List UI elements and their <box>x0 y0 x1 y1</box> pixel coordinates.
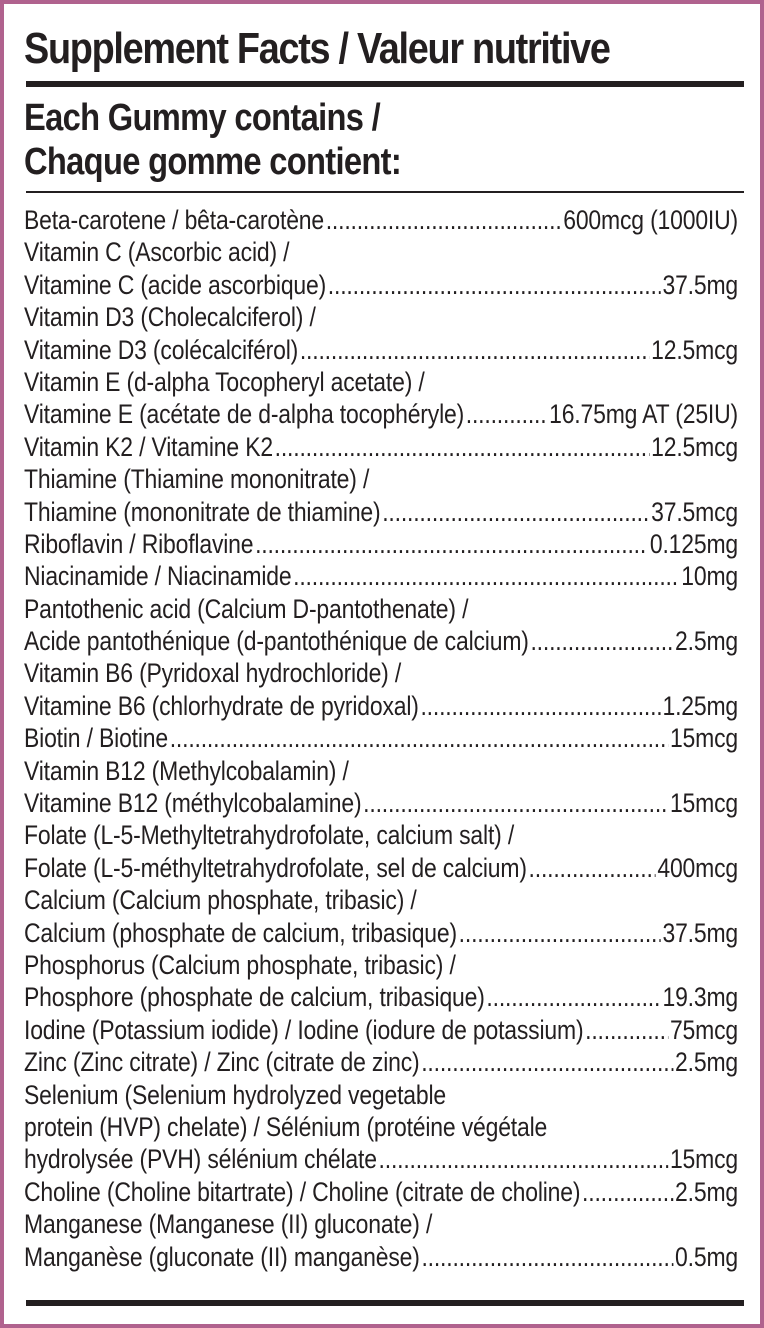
dot-leader <box>255 528 648 560</box>
nutrient-label: Vitamine C (acide ascorbique) <box>24 269 327 300</box>
nutrient-label: Choline (Choline bitartrate) / Choline (citrate de choline) <box>24 1176 581 1207</box>
nutrient-amount: 12.5mcg <box>651 431 738 462</box>
dot-leader <box>328 269 661 301</box>
nutrient-row <box>24 852 738 884</box>
nutrient-label: Biotin / Biotine <box>24 723 168 754</box>
nutrient-label: Vitamine D3 (colécalciférol) <box>24 334 299 365</box>
dot-leader <box>421 1241 673 1273</box>
nutrient-row <box>24 560 738 592</box>
nutrient-label: Vitamin B6 (Pyridoxal hydrochloride) / <box>24 658 402 689</box>
dot-leader <box>582 1176 673 1208</box>
nutrient-amount: 37.5mg <box>662 917 738 948</box>
nutrient-row <box>24 269 738 301</box>
dot-leader <box>170 722 669 754</box>
nutrient-label: Niacinamide / Niacinamide <box>24 561 292 592</box>
nutrient-label: Acide pantothénique (d-pantothénique de calcium) <box>24 626 529 657</box>
nutrient-label: Vitamine E (acétate de d-alpha tocophéryle) <box>24 399 465 430</box>
nutrient-label: Thiamine (Thiamine mononitrate) / <box>24 464 370 495</box>
nutrient-amount: 75mcg <box>669 1014 738 1045</box>
nutrient-amount: 400mcg <box>657 852 738 883</box>
nutrient-row <box>24 1208 738 1240</box>
nutrient-row <box>24 787 738 819</box>
nutrient-amount: 12.5mcg <box>651 334 738 365</box>
nutrient-row <box>24 819 738 851</box>
nutrient-row <box>24 1046 738 1078</box>
dot-leader <box>275 431 650 463</box>
nutrient-row <box>24 657 738 689</box>
nutrient-row <box>24 1079 738 1111</box>
nutrient-amount: 0.125mg <box>649 528 738 559</box>
nutrient-row <box>24 528 738 560</box>
nutrient-row <box>24 431 738 463</box>
dot-leader <box>466 398 548 430</box>
nutrient-row <box>24 593 738 625</box>
nutrient-label: Phosphorus (Calcium phosphate, tribasic) / <box>24 949 456 980</box>
nutrient-row <box>24 334 738 366</box>
nutrient-label: Vitamine B6 (chlorhydrate de pyridoxal) <box>24 690 419 721</box>
nutrient-label: Phosphore (phosphate de calcium, tribasique) <box>24 982 485 1013</box>
nutrient-label: Beta-carotene / bêta-carotène <box>24 205 324 235</box>
nutrient-amount: 15mcg <box>669 1144 738 1175</box>
nutrient-label: Manganèse (gluconate (II) manganèse) <box>24 1241 420 1272</box>
nutrient-row <box>24 690 738 722</box>
nutrient-label: Thiamine (mononitrate de thiamine) <box>24 496 381 527</box>
nutrient-row <box>24 1014 738 1046</box>
nutrient-row <box>24 1111 738 1143</box>
dot-leader <box>363 787 668 819</box>
nutrient-amount: 2.5mg <box>675 1176 738 1207</box>
nutrient-list <box>24 204 738 1273</box>
dot-leader <box>326 204 562 236</box>
nutrient-row <box>24 755 738 787</box>
nutrient-row <box>24 1143 738 1175</box>
nutrient-row <box>24 1176 738 1208</box>
nutrient-label: Calcium (phosphate de calcium, tribasique) <box>24 917 457 948</box>
nutrient-amount: 2.5mg <box>675 1047 738 1078</box>
dot-leader <box>382 496 649 528</box>
serving-heading-english: Each Gummy contains / <box>24 97 381 139</box>
nutrient-label: Vitamin K2 / Vitamine K2 <box>24 431 273 462</box>
nutrient-label: Riboflavin / Riboflavine <box>24 528 254 559</box>
nutrient-row <box>24 398 738 430</box>
dot-leader <box>379 1143 669 1175</box>
panel-title: Supplement Facts / Valeur nutritive <box>24 24 610 73</box>
nutrient-row <box>24 917 738 949</box>
nutrient-amount: 15mcg <box>669 788 738 819</box>
nutrient-row <box>24 722 738 754</box>
nutrient-row <box>24 301 738 333</box>
nutrient-label: Zinc (Zinc citrate) / Zinc (citrate de zinc) <box>24 1047 420 1078</box>
nutrient-label: protein (HVP) chelate) / Sélénium (protéine végétale <box>24 1111 548 1142</box>
dot-leader <box>293 560 679 592</box>
nutrient-label: hydrolysée (PVH) sélénium chélate <box>24 1144 377 1175</box>
dot-leader <box>300 334 650 366</box>
dot-leader <box>585 1014 668 1046</box>
nutrient-row <box>24 949 738 981</box>
nutrient-label: Folate (L-5-Methyltetrahydrofolate, calcium salt) / <box>24 820 515 851</box>
nutrient-label: Vitamin E (d-alpha Tocopheryl acetate) / <box>24 366 425 397</box>
dot-leader <box>421 1046 673 1078</box>
nutrient-label: Vitamin B12 (Methylcobalamin) / <box>24 755 349 786</box>
nutrient-amount: 0.5mg <box>675 1241 738 1272</box>
nutrient-row <box>24 496 738 528</box>
nutrient-row <box>24 236 738 268</box>
serving-heading-french: Chaque gomme contient: <box>24 141 402 183</box>
dot-leader <box>420 690 660 722</box>
nutrient-row <box>24 625 738 657</box>
nutrient-amount: 16.75mg AT (25IU) <box>549 399 738 430</box>
dot-leader <box>529 852 656 884</box>
bottom-divider <box>26 1300 744 1306</box>
nutrient-label: Vitamin C (Ascorbic acid) / <box>24 237 290 268</box>
nutrient-amount: 19.3mg <box>662 982 738 1013</box>
dot-leader <box>486 981 660 1013</box>
nutrient-row <box>24 366 738 398</box>
nutrient-amount: 600mcg (1000IU) <box>563 205 738 235</box>
nutrient-label: Selenium (Selenium hydrolyzed vegetable <box>24 1079 447 1110</box>
nutrient-amount: 37.5mg <box>662 269 738 300</box>
nutrient-label: Iodine (Potassium iodide) / Iodine (iodure de potassium) <box>24 1014 584 1045</box>
nutrient-label: Manganese (Manganese (II) gluconate) / <box>24 1209 433 1240</box>
nutrient-row <box>24 1241 738 1273</box>
nutrient-row <box>24 463 738 495</box>
top-divider <box>26 81 744 87</box>
nutrient-amount: 2.5mg <box>675 626 738 657</box>
nutrient-amount: 15mcg <box>669 723 738 754</box>
nutrient-label: Folate (L-5-méthyltetrahydrofolate, sel de calcium) <box>24 852 527 883</box>
dot-leader <box>459 917 661 949</box>
nutrient-label: Calcium (Calcium phosphate, tribasic) / <box>24 885 417 916</box>
nutrient-amount: 37.5mcg <box>651 496 738 527</box>
nutrient-label: Vitamine B12 (méthylcobalamine) <box>24 788 362 819</box>
nutrient-amount: 1.25mg <box>662 690 738 721</box>
heading-divider <box>26 191 744 193</box>
nutrient-label: Vitamin D3 (Cholecalciferol) / <box>24 302 316 333</box>
nutrient-row <box>24 981 738 1013</box>
nutrient-amount: 10mg <box>681 561 738 592</box>
nutrient-row <box>24 884 738 916</box>
nutrient-label: Pantothenic acid (Calcium D-pantothenate) / <box>24 593 469 624</box>
nutrient-row <box>24 204 738 236</box>
dot-leader <box>530 625 673 657</box>
